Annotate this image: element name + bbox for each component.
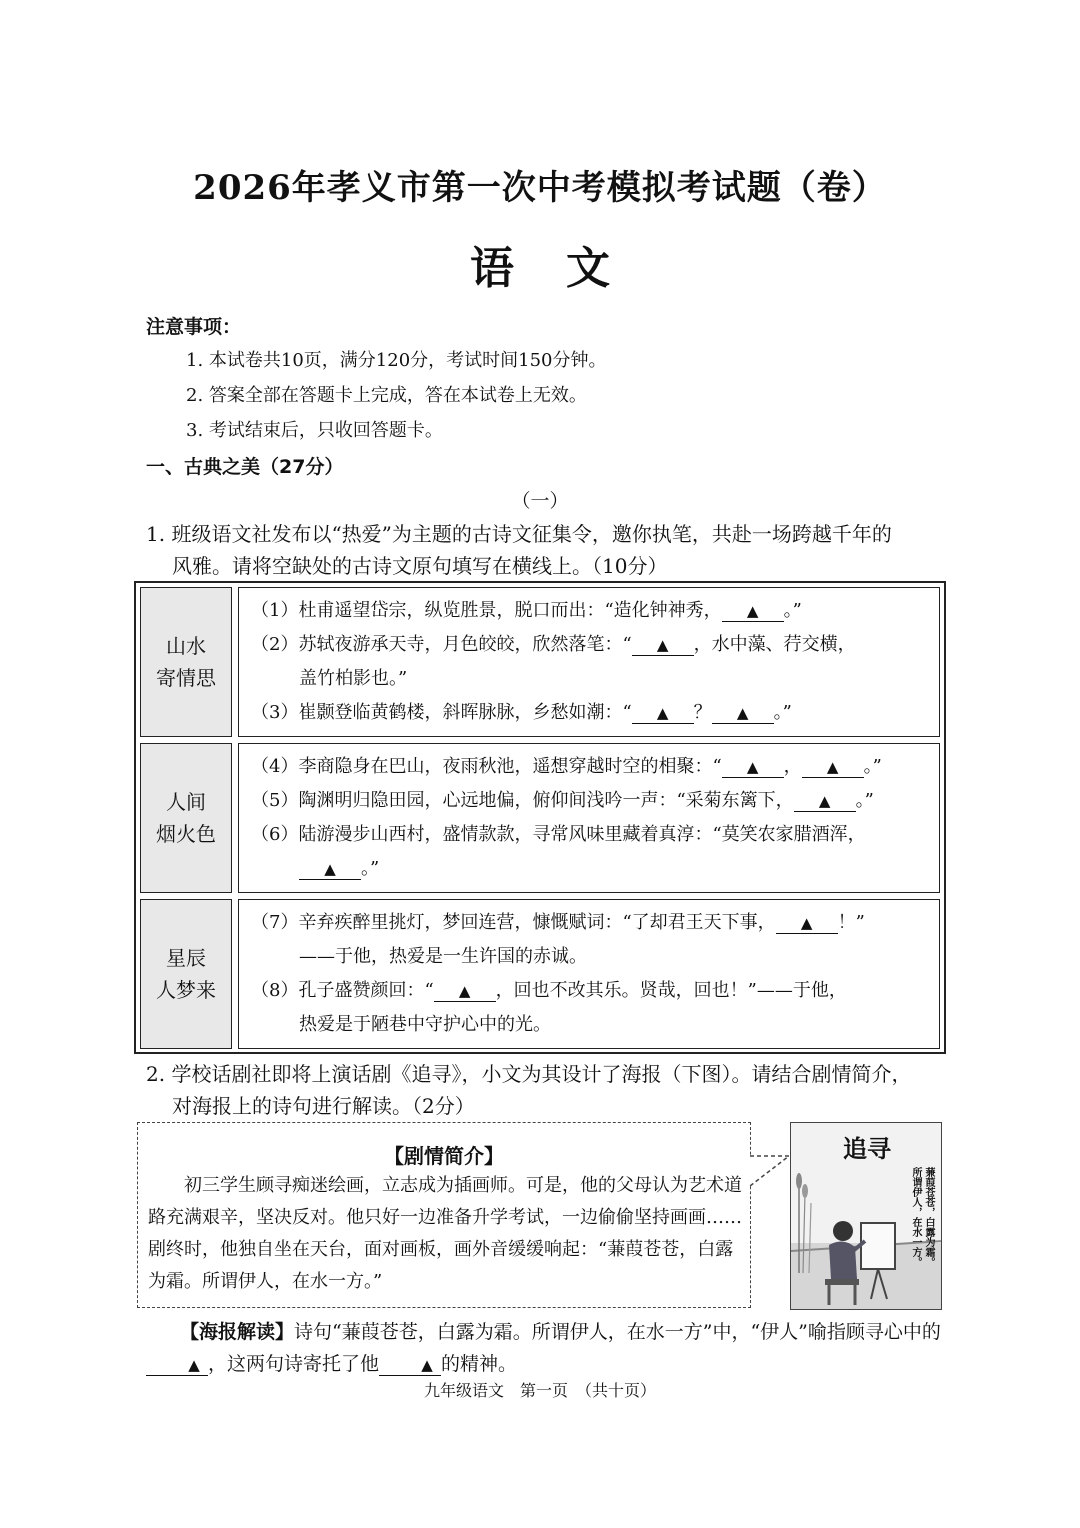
notice-heading: 注意事项：: [146, 316, 242, 338]
poster-image-title: 追寻: [843, 1135, 891, 1163]
table-row: [140, 743, 940, 893]
subject-char-2: 文: [566, 243, 610, 294]
callout-pointer: [745, 1150, 795, 1190]
answer-blank[interactable]: ▲: [632, 635, 694, 656]
table-row: [140, 899, 940, 1049]
answer-blank[interactable]: ▲: [379, 1355, 441, 1376]
answer-blank[interactable]: ▲: [632, 703, 694, 724]
question-1: [146, 518, 946, 582]
exam-title: 2026年孝义市第一次中考模拟考试题（卷）: [193, 168, 887, 208]
notice-item: 2. 答案全部在答题卡上完成，答在本试卷上无效。: [186, 385, 587, 406]
part-label: （一）: [511, 490, 569, 512]
drama-poster-image: [790, 1122, 942, 1310]
answer-blank[interactable]: ▲: [722, 601, 784, 622]
category-cell: 人间 烟火色: [140, 743, 232, 893]
category-cell: 星辰 人梦来: [140, 899, 232, 1049]
answer-blank[interactable]: ▲: [434, 981, 496, 1002]
section-heading: 一、古典之美（27分）: [146, 456, 344, 478]
answer-blank[interactable]: ▲: [794, 791, 856, 812]
content-cell: （4）李商隐身在巴山，夜雨秋池，遥想穿越时空的相聚：“ ▲ ， ▲ 。” （5）陶渊明归隐田园，心远地偏，俯仰间浅吟一声：“采菊东篱下， ▲ 。” （6）陆游漫步山西村，盛情款款，寻常风味里藏着真淳：“莫笑农家腊酒浑， ▲ 。”: [238, 743, 940, 893]
answer-blank[interactable]: ▲: [776, 913, 838, 934]
question-1-line-1: 1. 班级语文社发布以“热爱”为主题的古诗文征集令，邀你执笔，共赴一场跨越千年的: [146, 522, 892, 546]
answer-blank[interactable]: ▲: [722, 757, 784, 778]
notice-item: 1. 本试卷共10页，满分120分，考试时间150分钟。: [186, 350, 607, 371]
subject-char-1: 语: [470, 243, 514, 294]
content-cell: （1）杜甫遥望岱宗，纵览胜景，脱口而出：“造化钟神秀， ▲ 。” （2）苏轼夜游承天寺，月色皎皎，欣然落笔：“ ▲ ，水中藻、荇交横， 盖竹柏影也。” （3）崔颢登临黄鹤楼，斜晖脉脉，乡愁如潮：“ ▲ ？ ▲ 。”: [238, 587, 940, 737]
notice-item: 3. 考试结束后，只收回答题卡。: [186, 420, 443, 441]
question-2-line-2: 对海报上的诗句进行解读。（2分）: [172, 1094, 475, 1118]
poster-image-poem: 蒹葭苍苍，白露为霜。 所谓伊人，在水一方。: [910, 1167, 934, 1267]
poster-reading-label: 【海报解读】: [180, 1321, 295, 1343]
answer-blank[interactable]: ▲: [712, 703, 774, 724]
subject-title: [0, 232, 1080, 296]
question-1-line-2: 风雅。请将空缺处的古诗文原句填写在横线上。（10分）: [172, 554, 668, 578]
synopsis-text: 初三学生顾寻痴迷绘画，立志成为插画师。可是，他的父母认为艺术道路充满艰辛，坚决反对。他只好一边准备升学考试，一边偷偷坚持画画……剧终时，他独自坐在天台，面对画板，画外音缓缓响起：“蒹葭苍苍，白露为霜。所谓伊人，在水一方。”: [148, 1175, 742, 1292]
synopsis-heading: 【剧情简介】: [384, 1144, 504, 1168]
answer-blank[interactable]: ▲: [802, 757, 864, 778]
poem-table: [134, 581, 946, 1054]
answer-blank[interactable]: ▲: [146, 1355, 208, 1376]
poster-reading: 【海报解读】诗句“蒹葭苍苍，白露为霜。所谓伊人，在水一方”中，“伊人”喻指顾寻心中的▲ ，这两句诗寄托了他 ▲ 的精神。: [146, 1316, 946, 1380]
page-footer: 九年级语文 第一页 （共十页）: [423, 1381, 656, 1400]
question-2: [146, 1058, 946, 1122]
table-row: [140, 587, 940, 737]
category-cell: 山水 寄情思: [140, 587, 232, 737]
content-cell: （7）辛弃疾醉里挑灯，梦回连营，慷慨赋词：“了却君王天下事， ▲ ！” ——于他，热爱是一生许国的赤诚。 （8）孔子盛赞颜回：“ ▲ ，回也不改其乐。贤哉，回也！”——于他， 热爱是于陋巷中守护心中的光。: [238, 899, 940, 1049]
question-2-line-1: 2. 学校话剧社即将上演话剧《追寻》，小文为其设计了海报（下图）。请结合剧情简介，: [146, 1062, 912, 1086]
answer-blank[interactable]: ▲: [299, 859, 361, 880]
